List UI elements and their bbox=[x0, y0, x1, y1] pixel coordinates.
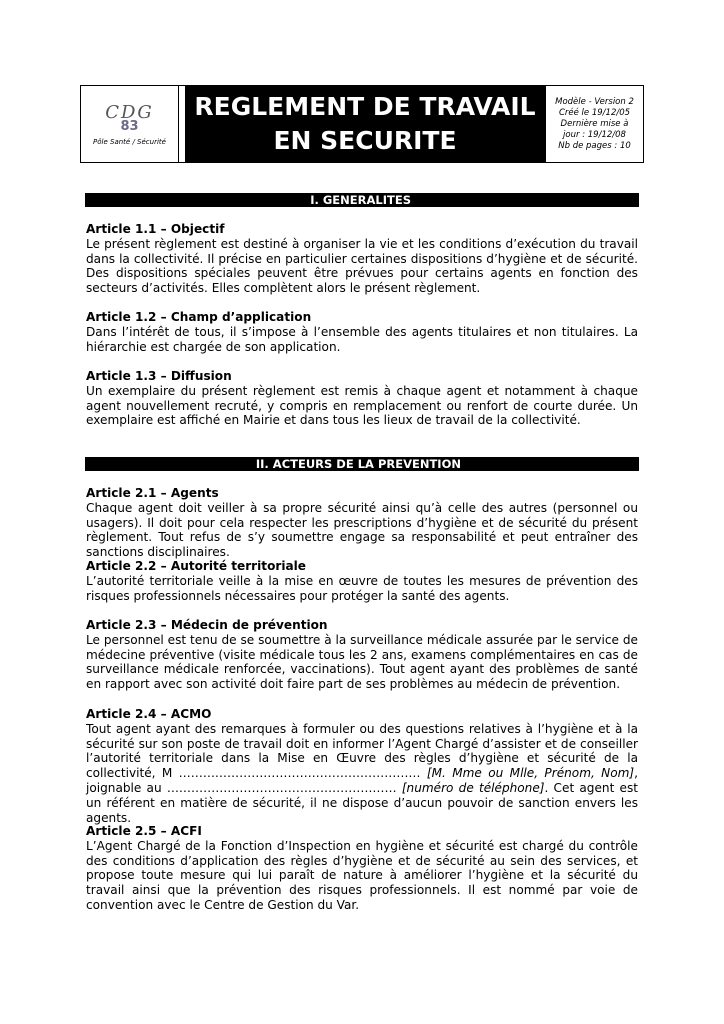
article-body: Un exemplaire du présent règlement est remis à chaque agent et notamment à chaque agent nouvellement recruté, y compris en remplacement ou renfort de courte durée. Un exemplaire est affiché en Mairie et dans tous les lieux de travail de la collectivité. bbox=[86, 383, 638, 428]
phone-placeholder: [numéro de téléphone] bbox=[401, 780, 545, 795]
meta-updated-2: jour : 19/12/08 bbox=[563, 129, 626, 140]
article-1-2 bbox=[86, 310, 638, 354]
meta-version: Modèle - Version 2 bbox=[555, 96, 634, 107]
article-2-4 bbox=[86, 707, 638, 825]
article-title: Article 2.4 – ACMO bbox=[86, 707, 212, 721]
document-header bbox=[80, 85, 644, 163]
article-title: Article 2.5 – ACFI bbox=[86, 824, 202, 838]
article-1-1 bbox=[86, 222, 638, 296]
logo-number: 83 bbox=[120, 119, 139, 134]
title-line-2: EN SECURITE bbox=[273, 126, 457, 155]
article-body: Dans l’intérêt de tous, il s’impose à l’ensemble des agents titulaires et non titulaires. La hiérarchie est chargée de son application. bbox=[86, 324, 638, 354]
article-body: L’Agent Chargé de la Fonction d’Inspection en hygiène et sécurité est chargé du contrôle des conditions d’application des règles d’hygiène et de sécurité au sein des services, et propose toute mesure qui lui paraît de nature à améliorer l’hygiène et la sécurité du travail ainsi que la prévention des risques professionnels. Il est nommé par voie de convention avec le Centre de Gestion du Var. bbox=[86, 838, 638, 912]
logo-text: CDG bbox=[105, 102, 154, 123]
body-text: , joignable au ………………………………………………… bbox=[86, 766, 638, 795]
article-body: Chaque agent doit veiller à sa propre sécurité ainsi qu’à celle des autres (personnel ou usagers). Il doit pour cela respecter les prescriptions d’hygiène et de sécurité du présent règlement. Tout refus de s’y soumettre engage sa responsabilité et peut entraîner des sanctions disciplinaires. bbox=[86, 500, 638, 560]
body-text: Tout agent ayant des remarques à formuler ou des questions relatives à l’hygiène et à la sécurité sur son poste de travail doit en informer l’Agent Chargé d’assister et de conseiller l’autorité territoriale dans la Mise en Œuvre des règles d’hygiène et sécurité de la collectivité, M …………………………………………………… bbox=[86, 721, 638, 781]
section-heading-acteurs: II. ACTEURS DE LA PREVENTION bbox=[85, 457, 639, 471]
article-title: Article 1.1 – Objectif bbox=[86, 222, 225, 236]
title-line-1: REGLEMENT DE TRAVAIL bbox=[194, 92, 536, 121]
article-body bbox=[86, 722, 638, 826]
meta-pages: Nb de pages : 10 bbox=[558, 140, 631, 151]
article-2-5 bbox=[86, 824, 638, 913]
article-title: Article 2.2 – Autorité territoriale bbox=[86, 559, 306, 573]
article-body: Le présent règlement est destiné à organiser la vie et les conditions d’exécution du travail dans la collectivité. Il précise en particulier certaines dispositions d’hygiène et de sécurité. Des dispositions spéciales peuvent être prévues pour certains agents en fonction des secteurs d’activités. Elles complètent alors le présent règlement. bbox=[86, 236, 638, 296]
article-body: L’autorité territoriale veille à la mise en œuvre de toutes les mesures de prévention des risques professionnels nécessaires pour protéger la santé des agents. bbox=[86, 573, 638, 603]
article-title: Article 1.3 – Diffusion bbox=[86, 369, 232, 383]
section-heading-generalites: I. GENERALITES bbox=[85, 193, 639, 207]
name-placeholder: [M. Mme ou Mlle, Prénom, Nom] bbox=[426, 766, 635, 781]
article-title: Article 2.3 – Médecin de prévention bbox=[86, 618, 328, 632]
article-body: Le personnel est tenu de se soumettre à la surveillance médicale assurée par le service de médecine préventive (visite médicale tous les 2 ans, examens complémentaires en cas de surveillance médicale renforcée, vaccinations). Tout agent ayant des problèmes de santé en rapport avec son activité doit faire part de ses problèmes au médecin de prévention. bbox=[86, 632, 638, 692]
article-title: Article 1.2 – Champ d’application bbox=[86, 310, 312, 324]
document-meta bbox=[545, 86, 643, 162]
article-2-2 bbox=[86, 559, 638, 603]
article-1-3 bbox=[86, 369, 638, 428]
logo-subtitle: Pôle Santé / Sécurité bbox=[93, 138, 166, 146]
body-text: . Cet agent est un référent en matière de sécurité, il ne dispose d’aucun pouvoir de sanction envers les agents. bbox=[86, 780, 638, 825]
article-title: Article 2.1 – Agents bbox=[86, 486, 219, 500]
meta-updated-1: Dernière mise à bbox=[560, 118, 629, 129]
meta-created: Créé le 19/12/05 bbox=[558, 107, 631, 118]
document-title bbox=[185, 86, 545, 162]
cdg-logo bbox=[81, 86, 179, 162]
article-2-3 bbox=[86, 618, 638, 692]
article-2-1 bbox=[86, 486, 638, 560]
